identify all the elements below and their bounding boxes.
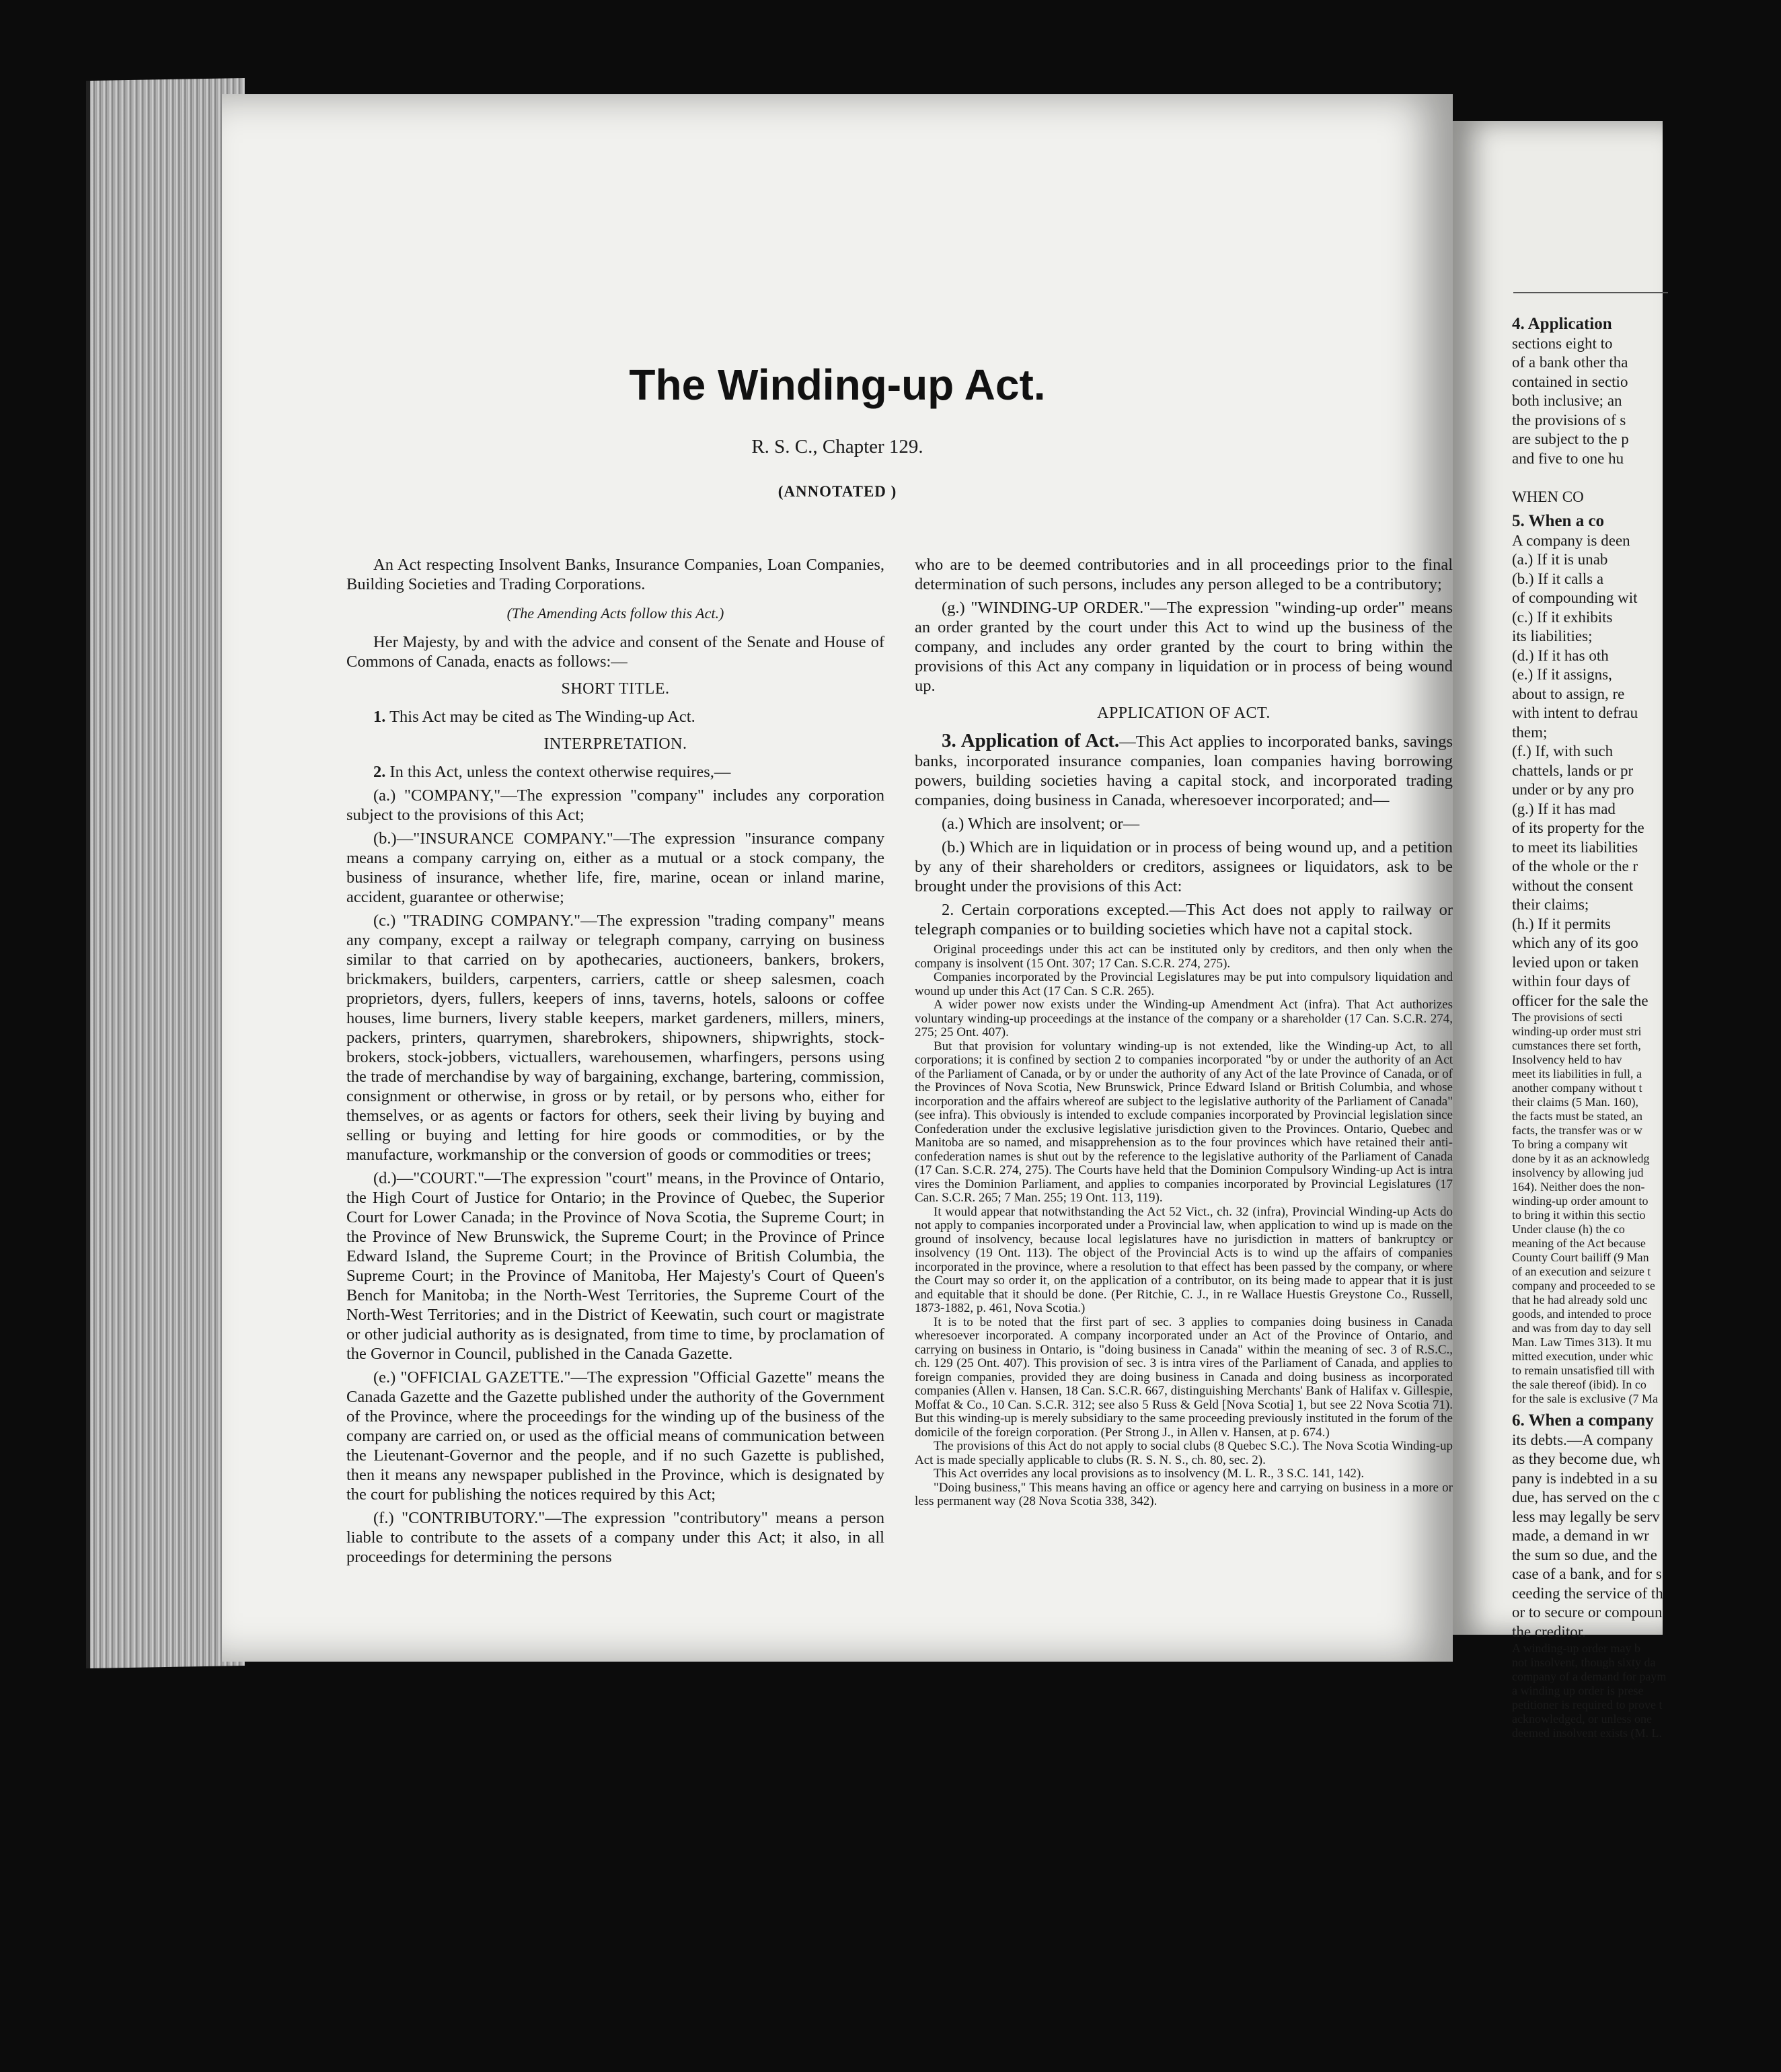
annotation-notes bbox=[915, 943, 1453, 1509]
note: It is to be noted that the first part of sec. 3 applies to companies doing business in Canada wheresoever incorporated. A company incorporated under an Act of the Province of Ontario, and carrying on business in Ontario, is "doing business in Canada" within the meaning of sec. 3 of R.S.C., ch. 129 (25 Ont. 407). This provision of sec. 3 is intra vires of the Parliament of Canada, and applies to foreign companies, provided they are doing business in Canada and doing business as incorporated companies (Allen v. Hansen, 18 Can. S.C.R. 667, distinguishing Merchants' Bank of Halifax v. Gillespie, Moffat & Co., 10 Can. S.C.R. 312; see also 5 Russ & Geld [Nova Scotia] 1, but see 22 Nova Scotia 71). But this winding-up is merely subsidiary to the same proceeding previously instituted in the forum of the domicile of the foreign corporation. (Per Strong J., in Allen v. Hansen, at p. 674.) bbox=[915, 1315, 1453, 1440]
page2-line: (e.) If it assigns, bbox=[1512, 666, 1612, 683]
page2-line: less may legally be serv bbox=[1512, 1508, 1660, 1525]
page2-line: The provisions of secti bbox=[1512, 1010, 1623, 1024]
def-contributory-cont: who are to be deemed contributories and in all proceedings prior to the final determination of such persons, includes any person alleged to be a contributory; bbox=[915, 556, 1453, 593]
page2-line: with intent to defrau bbox=[1512, 704, 1638, 721]
page2-line: case of a bank, and for s bbox=[1512, 1565, 1662, 1582]
note: Original proceedings under this act can be instituted only by creditors, and then only when the company is insolvent (15 Ont. 307; 17 Can. S.C.R. 274, 275). bbox=[915, 942, 1453, 971]
section-2: In this Act, unless the context otherwise requires,— bbox=[389, 763, 731, 781]
page2-line: contained in sectio bbox=[1512, 373, 1628, 390]
page2-line: the provisions of s bbox=[1512, 411, 1626, 429]
page2-line: within four days of bbox=[1512, 973, 1630, 990]
page2-line bbox=[1512, 468, 1781, 488]
page2-line: or to secure or compoun bbox=[1512, 1604, 1663, 1621]
page2-line: them; bbox=[1512, 723, 1548, 741]
page2-line: company of a demand for paym bbox=[1512, 1670, 1667, 1683]
page2-line: of its property for the bbox=[1512, 819, 1644, 836]
page2-line: to remain unsatisfied till with bbox=[1512, 1364, 1655, 1377]
page2-line: levied upon or taken bbox=[1512, 953, 1639, 971]
page2-line: (h.) If it permits bbox=[1512, 915, 1611, 932]
page2-line: their claims; bbox=[1512, 896, 1589, 913]
page2-line: to meet its liabilities bbox=[1512, 838, 1638, 856]
page2-line: A winding-up order may b bbox=[1512, 1641, 1640, 1655]
right-page-fragment bbox=[1453, 121, 1667, 1740]
note: This Act overrides any local provisions as to insolvency (M. L. R., 3 S.C. 141, 142). bbox=[934, 1467, 1365, 1481]
page2-line: deemed insolvent exists (M. L. bbox=[1512, 1726, 1662, 1740]
page2-line: company and proceeded to se bbox=[1512, 1279, 1655, 1292]
page2-line: as they become due, wh bbox=[1512, 1450, 1661, 1467]
page2-line: cumstances there set forth, bbox=[1512, 1039, 1641, 1052]
page2-line: petitioner is required to prove t bbox=[1512, 1698, 1663, 1711]
def-winding-up-order: (g.) "WINDING-UP ORDER."—The expression "winding-up order" means an order granted by the court under this Act to wind up the business of the company, and includes any order granted by the court to bring within the provisions of this Act any company in liquidation or in process of being wound up. bbox=[915, 599, 1453, 695]
page2-line: pany is indebted in a su bbox=[1512, 1469, 1658, 1487]
page2-line: (d.) If it has oth bbox=[1512, 646, 1609, 664]
page2-line: a winding up order is prese bbox=[1512, 1684, 1644, 1697]
page2-line: without the consent bbox=[1512, 877, 1634, 894]
page2-line: Under clause (h) the co bbox=[1512, 1222, 1625, 1236]
page2-line: officer for the sale the bbox=[1512, 992, 1649, 1009]
page2-line: of a bank other tha bbox=[1512, 354, 1628, 371]
page2-line: ceeding the service of th bbox=[1512, 1584, 1663, 1602]
page2-line: A company is deen bbox=[1512, 531, 1630, 549]
page2-line: 5. When a co bbox=[1512, 512, 1605, 530]
page2-line: To bring a company wit bbox=[1512, 1138, 1628, 1151]
page2-line: their claims (5 Man. 160), bbox=[1512, 1095, 1638, 1109]
page2-line: insolvency by allowing jud bbox=[1512, 1166, 1644, 1179]
page2-line: (g.) If it has mad bbox=[1512, 800, 1616, 817]
page2-line: 4. Application bbox=[1512, 315, 1612, 333]
page2-line: goods, and intended to proce bbox=[1512, 1307, 1652, 1321]
section-3-2: 2. Certain corporations excepted.—This Act does not apply to railway or telegraph companies or to building societies which have not a capital stock. bbox=[915, 901, 1453, 938]
page2-line: the creditor. bbox=[1512, 1623, 1586, 1640]
page2-line: the sum so due, and the bbox=[1512, 1546, 1657, 1563]
page2-line: meet its liabilities in full, a bbox=[1512, 1067, 1642, 1080]
page2-line: Insolvency held to hav bbox=[1512, 1053, 1622, 1066]
page2-line: (a.) If it is unab bbox=[1512, 551, 1608, 568]
page2-line: 164). Neither does the non- bbox=[1512, 1180, 1645, 1193]
page2-line: its debts.—A company bbox=[1512, 1431, 1654, 1448]
page2-line: acknowledged, or unless one bbox=[1512, 1712, 1652, 1726]
def-contributory: (f.) "CONTRIBUTORY."—The expression "contributory" means a person liable to contribute to the assets of a company under this Act; it also, in all proceedings for determining the persons bbox=[346, 1509, 884, 1566]
section-3b: (b.) Which are in liquidation or in process of being wound up, and a petition by any of their shareholders or creditors, assignees or liquidators, ask to be brought under the provisions of this Act: bbox=[915, 838, 1453, 895]
page2-line: the sale thereof (ibid). In co bbox=[1512, 1378, 1646, 1391]
book-page-edges bbox=[86, 78, 245, 1668]
right-page-text bbox=[1512, 309, 1781, 1740]
preamble: An Act respecting Insolvent Banks, Insurance Companies, Loan Companies, Building Societies and Trading Corporations. bbox=[346, 556, 884, 593]
note: Companies incorporated by the Provincial Legislatures may be put into compulsory liquidation and wound up under this Act (17 Can. S C.R. 265). bbox=[915, 970, 1453, 998]
page2-line: due, has served on the c bbox=[1512, 1489, 1660, 1506]
page2-line: (b.) If it calls a bbox=[1512, 570, 1604, 587]
page2-line: of the whole or the r bbox=[1512, 858, 1638, 875]
page2-line: County Court bailiff (9 Man bbox=[1512, 1251, 1649, 1264]
page2-line: meaning of the Act because bbox=[1512, 1236, 1646, 1250]
section-3a: (a.) Which are insolvent; or— bbox=[942, 815, 1140, 833]
page2-line: under or by any pro bbox=[1512, 781, 1634, 798]
def-insurance-company: (b.)—"INSURANCE COMPANY."—The expression "insurance company means a company carrying on, either as a mutual or a stock company, the business of insurance, whether life, fire, marine, ocean or inland marine, accident, guarantee or otherwise; bbox=[346, 829, 884, 906]
page2-line: for the sale is exclusive (7 Ma bbox=[1512, 1392, 1658, 1405]
def-court: (d.)—"COURT."—The expression "court" means, in the Province of Ontario, the High Court of Justice for Ontario; in the Province of Quebec, the Superior Court for Lower Canada; in the Province of Nova Scotia, the Supreme Court; in the Province of New Brunswick, the Supreme Court; in the Province of Prince Edward Island, the Supreme Court; in the Province of British Columbia, the Supreme Court; in the Province of Manitoba, Her Majesty's Court of Queen's Bench for Manitoba; in the North-West Territories, the Supreme Court of the North-West Territories; and in the District of Keewatin, such court or magistrate or other judicial authority as is designated, from time to time, by proclamation of the Governor in Council, published in the Canada Gazette. bbox=[346, 1169, 884, 1363]
page2-line: done by it as an acknowledg bbox=[1512, 1152, 1650, 1165]
page2-line: the facts must be stated, an bbox=[1512, 1109, 1642, 1123]
note: The provisions of this Act do not apply to social clubs (8 Quebec S.C.). The Nova Scotia Winding-up Act is made specially applicable to clubs (R. S. N. S., ch. 80, sec. 2). bbox=[915, 1439, 1453, 1467]
def-trading-company: (c.) "TRADING COMPANY."—The expression "trading company" means any company, except a railway or telegraph company, carrying on business similar to that carried on by apothecaries, auctioneers, bankers, brokers, brickmakers, builders, carpenters, carriers, cattle or sheep salesmen, coach proprietors, dyers, fullers, keepers of inns, taverns, hotels, saloons or coffee houses, lime burners, livery stable keepers, market gardeners, millers, miners, packers, printers, quarrymen, sharebrokers, shipowners, shipwrights, stock-brokers, stock-jobbers, victuallers, warehousemen, wharfingers, persons using the trade of merchandise by way of bargaining, exchange, bartering, commission, consignment or otherwise, in gross or by retail, or by persons who, either for themselves, or as agents or factors for others, seek their living by buying and selling or buying and letting for hire goods or commodities, or by the manufacture, workmanship or the conversion of goods or commodities or trees; bbox=[346, 912, 884, 1164]
page2-line: and was from day to day sell bbox=[1512, 1321, 1651, 1335]
page2-line: are subject to the p bbox=[1512, 431, 1629, 447]
act-subtitle: R. S. C., Chapter 129. bbox=[751, 436, 923, 457]
application-heading: APPLICATION OF ACT. bbox=[1097, 704, 1271, 722]
enacting-clause: Her Majesty, by and with the advice and consent of the Senate and House of Commons of Canada, enacts as follows:— bbox=[346, 633, 884, 671]
left-column: An Act respecting Insolvent Banks, Insurance Companies, Loan Companies, Building Societies and Trading Corporations. (The Amending Acts follow this Act.) Her Majesty, by and with the advice and consent of the Senate and House of Commons of Canada, enacts as follows:— SHORT TITLE. 1. This Act may be cited as The Winding-up Act. INTERPRETATION. 2. In this Act, unless the context otherwise requires,— (a.) "COMPANY,"—The expression "company" includes any corporation subject to the provisions of this Act; (b.)—"INSURANCE COMPANY."—The expression "insurance company means a company carrying on, either as a mutual or a stock company, the business of insurance, whether life, fire, marine, ocean or inland marine, accident, guarantee or otherwise; (c.) "TRADING COMPANY."—The expression "trading company" means any company, except a railway or telegraph company, carrying on business similar to that carried on by apothecaries, auctioneers, bankers, brokers, brickmakers, builders, carpenters, carriers, cattle or sheep salesmen, coach proprietors, dyers, fullers, keepers of inns, taverns, hotels, saloons or coffee houses, lime burners, livery stable keepers, market gardeners, millers, miners, packers, printers, quarrymen, sharebrokers, shipowners, shipwrights, stock-brokers, stock-jobbers, victuallers, warehousemen, wharfingers, persons using the trade of merchandise by way of bargaining, exchange, bartering, commission, consignment or otherwise, in gross or by retail, or by persons who, either for themselves, or as agents or factors for others, seek their living by buying and selling or buying and letting for hire goods or commodities, or by the manufacture, workmanship or the conversion of goods or commodities or trees; (d.)—"COURT."—The expression "court" means, in the Province of Ontario, the High Court of Justice for Ontario; in the Province of Quebec, the Superior Court for Lower Canada; in the Province of Nova Scotia, the Supreme Court; in the Province of New Brunswick, the Supreme Court; in the Province of Prince Edward Island, the Supreme Court; in the Province of British Columbia, the Supreme Court; in the Province of Manitoba, Her Majesty's Court of Queen's Bench for Manitoba; in the North-West Territories, the Supreme Court of the North-West Territories; and in the District of Keewatin, such court or magistrate or other judicial authority as is designated, from time to time, by proclamation of the Governor in Council, published in the Canada Gazette. (e.) "OFFICIAL GAZETTE."—The expression "Official Gazette" means the Canada Gazette and the Gazette published under the authority of the Government of the Province, where the proceedings for the winding up of the business of the company are carried on, or used as the official means of communication between the Lieutenant-Governor and the people, and if no such Gazette is published, then it means any newspaper published in the Province, which is designated by the court for publishing the notices required by this Act; (f.) "CONTRIBUTORY."—The expression "contributory" means a person liable to contribute to the assets of a company under this Act; it also, in all proceedings for determining the persons bbox=[346, 556, 884, 1566]
def-official-gazette: (e.) "OFFICIAL GAZETTE."—The expression "Official Gazette" means the Canada Gazette and the Gazette published under the authority of the Government of the Province, where the proceedings for the winding up of the business of the company are carried on, or used as the official means of communication between the Lieutenant-Governor and the people, and if no such Gazette is published, then it means any newspaper published in the Province, which is designated by the court for publishing the notices required by this Act; bbox=[346, 1368, 884, 1504]
page2-line: its liabilities; bbox=[1512, 628, 1593, 644]
page2-line: chattels, lands or pr bbox=[1512, 762, 1634, 779]
page2-line: sections eight to bbox=[1512, 334, 1613, 352]
page2-line: winding-up order amount to bbox=[1512, 1194, 1649, 1208]
short-title-heading: SHORT TITLE. bbox=[561, 680, 670, 698]
note: "Doing business," This means having an office or agency here and carrying on business in a more or less permanent way (28 Nova Scotia 338, 342). bbox=[915, 1480, 1453, 1508]
section-3: —This Act applies to incorporated banks, savings banks, incorporated insurance companies, loan companies having borrowing powers, building societies having a capital stock, and incorporated trading companies, doing business in Canada, wheresoever incorporated; and— bbox=[915, 733, 1453, 809]
page2-line: of an execution and seizure t bbox=[1512, 1265, 1651, 1278]
header-rule bbox=[1513, 292, 1668, 293]
page2-line: which any of its goo bbox=[1512, 934, 1638, 951]
page2-line: about to assign, re bbox=[1512, 685, 1625, 702]
page2-line: Man. Law Times 313). It mu bbox=[1512, 1335, 1652, 1349]
act-title: The Winding-up Act. bbox=[629, 361, 1046, 409]
left-page bbox=[222, 94, 1453, 1662]
section-3-heading: 3. Application of Act. bbox=[942, 730, 1120, 751]
page2-line: mitted execution, under whic bbox=[1512, 1349, 1653, 1363]
def-company: (a.) "COMPANY,"—The expression "company" includes any corporation subject to the provisions of this Act; bbox=[346, 786, 884, 824]
note: But that provision for voluntary winding-up is not extended, like the Winding-up Act, to all corporations; it is confined by section 2 to companies incorporated "by or under the authority of an Act of the Parliament of Canada, or by or under the authority of any Act of the late Province of Canada, or of the Provinces of Nova Scotia, New Brunswick, Prince Edward Island or British Columbia, and whose incorporation and the affairs whereof are subject to the legislative authority of the Parliament of Canada" (see infra). This obviously is intended to exclude companies incorporated by Provincial legislation since Confederation under the exclusive legislative jurisdiction given to the Provinces. Ontario, Quebec and Manitoba are so named, and misapprehension as to the four provinces which have retained their anti-confederation names is shut out by the reference to the legislative authority of the Parliament of Canada (17 Can. S.C.R. 274, 275). The Courts have held that the Dominion Compulsory Winding-up Act is intra vires the Dominion Parliament, and applies to companies incorporated by Provincial Legislatures (17 Can. S.C.R. 265; 7 Man. 255; 19 Ont. 113, 119). bbox=[915, 1039, 1453, 1205]
page2-line: made, a demand in wr bbox=[1512, 1527, 1649, 1544]
page2-line: winding-up order must stri bbox=[1512, 1025, 1642, 1038]
page2-line: that he had already sold unc bbox=[1512, 1293, 1648, 1306]
page2-line: and five to one hu bbox=[1512, 449, 1624, 467]
note: A wider power now exists under the Winding-up Amendment Act (infra). That Act authorizes voluntary winding-up proceedings at the instance of the company or a shareholder (17 Can. S.C.R. 274, 275; 25 Ont. 407). bbox=[915, 998, 1453, 1039]
note: It would appear that notwithstanding the Act 52 Vict., ch. 32 (infra), Provincial Winding-up Acts do not apply to companies incorporated under a Provincial law, when application to wind up is made on the ground of insolvency, because local legislatures have no jurisdiction in matters of bankruptcy or insolvency (19 Ont. 113). The object of the Provincial Acts is to wind up the affairs of companies incorporated in the province, where a resolution to that effect has been passed by the company, or where the Court may so order it, on the application of a contributor, on its being made to appear that it is just and equitable that it should be done. (Per Ritchie, C. J., in re Wallace Huestis Greystone Co., Russell, 1873-1882, p. 461, Nova Scotia.) bbox=[915, 1204, 1453, 1315]
interpretation-heading: INTERPRETATION. bbox=[543, 735, 687, 753]
page2-line: another company without t bbox=[1512, 1081, 1642, 1095]
page2-line: both inclusive; an bbox=[1512, 392, 1622, 409]
page2-line: (f.) If, with such bbox=[1512, 743, 1614, 760]
annotated-label: (ANNOTATED ) bbox=[778, 483, 897, 500]
page2-line: WHEN CO bbox=[1512, 488, 1584, 505]
page2-line: facts, the transfer was or w bbox=[1512, 1123, 1642, 1137]
page2-line: not insolvent, though sixty da bbox=[1512, 1656, 1656, 1669]
section-1: This Act may be cited as The Winding-up Act. bbox=[389, 708, 695, 726]
page2-line: to bring it within this sectio bbox=[1512, 1208, 1646, 1222]
page2-line: 6. When a company bbox=[1512, 1411, 1654, 1430]
right-column bbox=[915, 555, 1453, 1509]
page2-line: (c.) If it exhibits bbox=[1512, 608, 1613, 626]
amending-note: (The Amending Acts follow this Act.) bbox=[506, 605, 724, 622]
page2-line: of compounding wit bbox=[1512, 589, 1638, 606]
